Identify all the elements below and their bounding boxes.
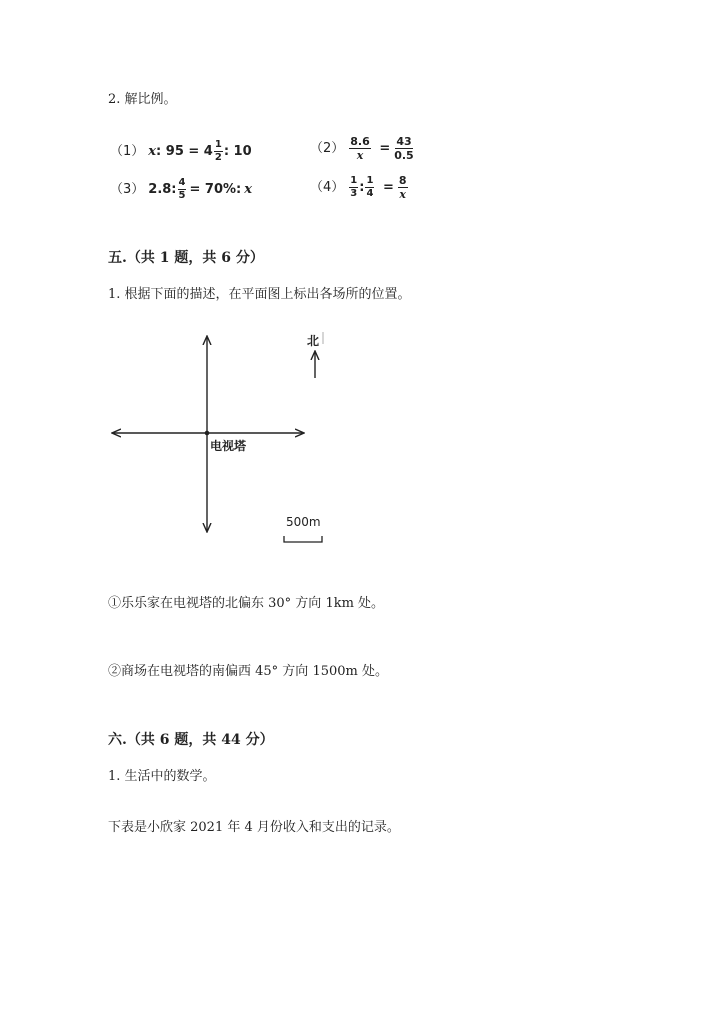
tv-tower-label: 电视塔 (210, 439, 247, 453)
fraction-8-x: $\frac{8}{x}$ (398, 174, 407, 201)
proportion-1-label: （1） (110, 144, 145, 159)
section-6-intro: 下表是小欣家 2021 年 4 月份收入和支出的记录。 (108, 820, 400, 835)
proportion-3-left: 2.8: (148, 182, 177, 197)
equals-sign: = (382, 180, 394, 195)
fraction-half: $\frac{1}{2}$ (214, 139, 222, 163)
colon: : (359, 180, 365, 195)
scale-bar (284, 536, 322, 542)
fraction-4-5: $\frac{4}{5}$ (178, 177, 186, 201)
north-label: 北 (307, 334, 320, 348)
proportion-1-left: : 95 = 4 (156, 144, 213, 159)
equals-sign: = (379, 141, 391, 156)
section-5-question-1: 1. 根据下面的描述，在平面图上标出各场所的位置。 (108, 287, 411, 302)
proportion-2-label: （2） (310, 141, 345, 156)
location-description-1: ①乐乐家在电视塔的北偏东 30° 方向 1km 处。 (108, 596, 385, 611)
fraction-43-0.5: $\frac{43}{0.5}$ (394, 135, 414, 162)
fraction-1-3: $\frac{1}{3}$ (350, 175, 358, 199)
section-6-heading: 六.（共 6 题，共 44 分） (108, 732, 274, 748)
variable-x: x (244, 182, 252, 197)
proportion-3-right: = 70%: (189, 182, 242, 197)
question-2-title: 2. 解比例。 (108, 92, 177, 107)
fraction-8.6-x: $\frac{8.6}{x}$ (350, 135, 370, 162)
section-6-question-1: 1. 生活中的数学。 (108, 769, 216, 784)
variable-x: x (148, 144, 157, 159)
proportion-4-label: （4） (310, 180, 345, 195)
tv-tower-point (205, 431, 210, 436)
location-description-2: ②商场在电视塔的南偏西 45° 方向 1500m 处。 (108, 664, 388, 679)
fraction-1-4: $\frac{1}{4}$ (366, 175, 374, 199)
proportion-1-right: : 10 (223, 144, 252, 159)
section-5-heading: 五.（共 1 题，共 6 分） (108, 250, 264, 266)
proportion-3-label: （3） (110, 182, 145, 197)
scale-label: 500m (286, 515, 321, 529)
